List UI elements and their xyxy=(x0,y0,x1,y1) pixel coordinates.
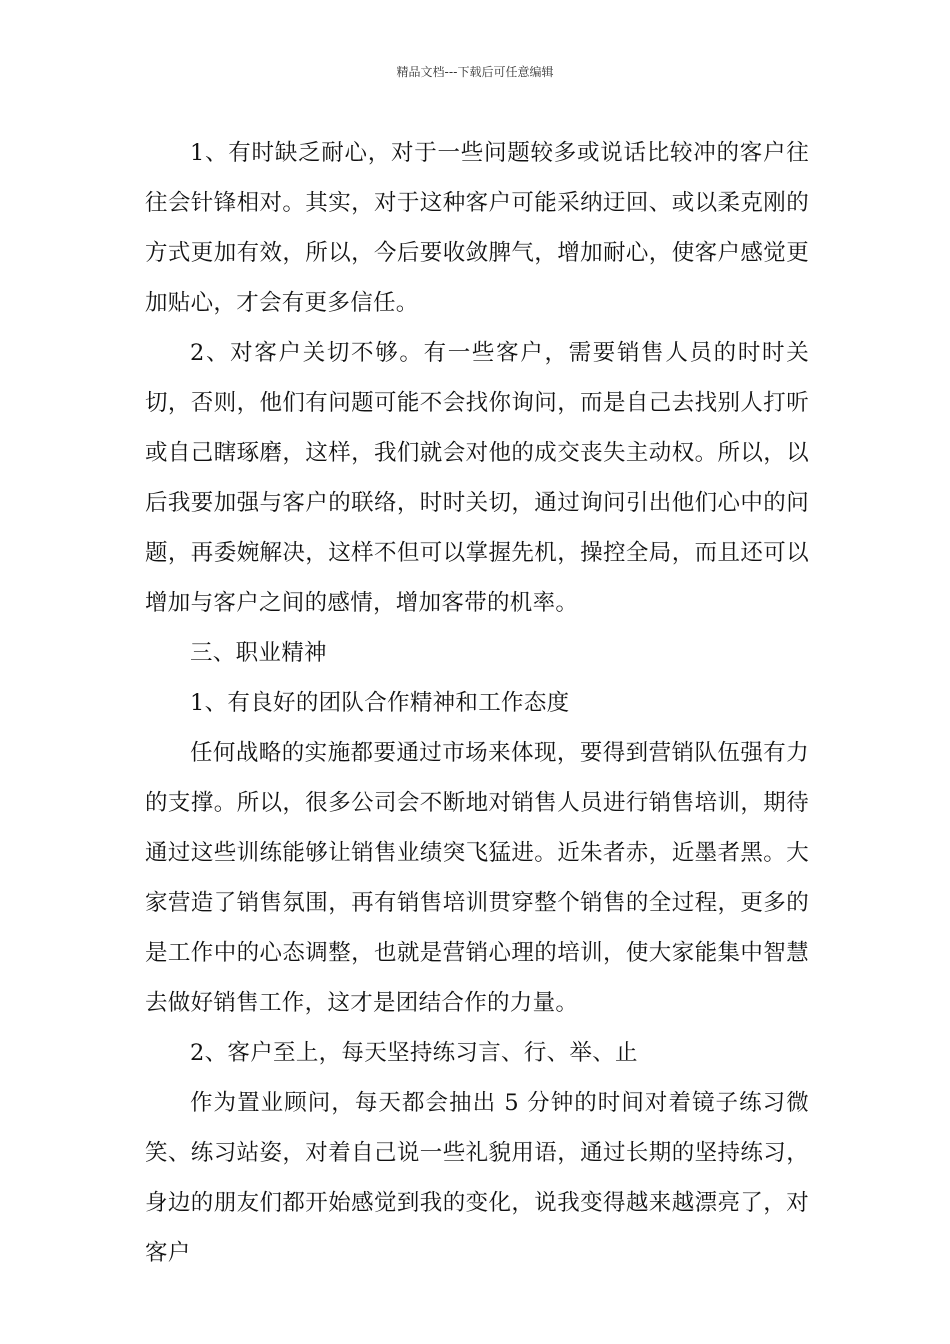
page-header: 精品文档---下载后可任意编辑 xyxy=(396,65,554,79)
subheading-customer-first: 2、客户至上，每天坚持练习言、行、举、止 xyxy=(190,1040,638,1066)
subheading-teamwork: 1、有良好的团队合作精神和工作态度 xyxy=(190,690,570,716)
paragraph-impatience: 1、有时缺乏耐心，对于一些问题较多或说话比较冲的客户往往会针锋相对。其实，对于这种客户可能采纳迂回、或以柔克刚的方式更加有效，所以，今后要收敛脾气，增加耐心，使客户感觉更加贴心，才会有更多信任。 xyxy=(145,140,809,316)
document-body xyxy=(145,128,809,1278)
paragraph-customer-care: 2、对客户关切不够。有一些客户，需要销售人员的时时关切，否则，他们有问题可能不会找你询问，而是自己去找别人打听或自己瞎琢磨，这样，我们就会对他的成交丧失主动权。所以，以后我要加强与客户的联络，时时关切，通过询问引出他们心中的问题，再委婉解决，这样不但可以掌握先机，操控全局，而且还可以增加与客户之间的感情，增加客带的机率。 xyxy=(145,340,809,616)
paragraph-daily-practice: 作为置业顾问，每天都会抽出 5 分钟的时间对着镜子练习微笑、练习站姿，对着自己说一些礼貌用语，通过长期的坚持练习，身边的朋友们都开始感觉到我的变化，说我变得越来越漂亮了，对客户 xyxy=(145,1090,809,1266)
paragraph-teamwork: 任何战略的实施都要通过市场来体现，要得到营销队伍强有力的支撑。所以，很多公司会不断地对销售人员进行销售培训，期待通过这些训练能够让销售业绩突飞猛进。近朱者赤，近墨者黑。大家营造了销售氛围，再有销售培训贯穿整个销售的全过程，更多的是工作中的心态调整，也就是营销心理的培训，使大家能集中智慧去做好销售工作，这才是团结合作的力量。 xyxy=(145,740,809,1016)
section-heading-professional-spirit: 三、职业精神 xyxy=(190,640,327,666)
